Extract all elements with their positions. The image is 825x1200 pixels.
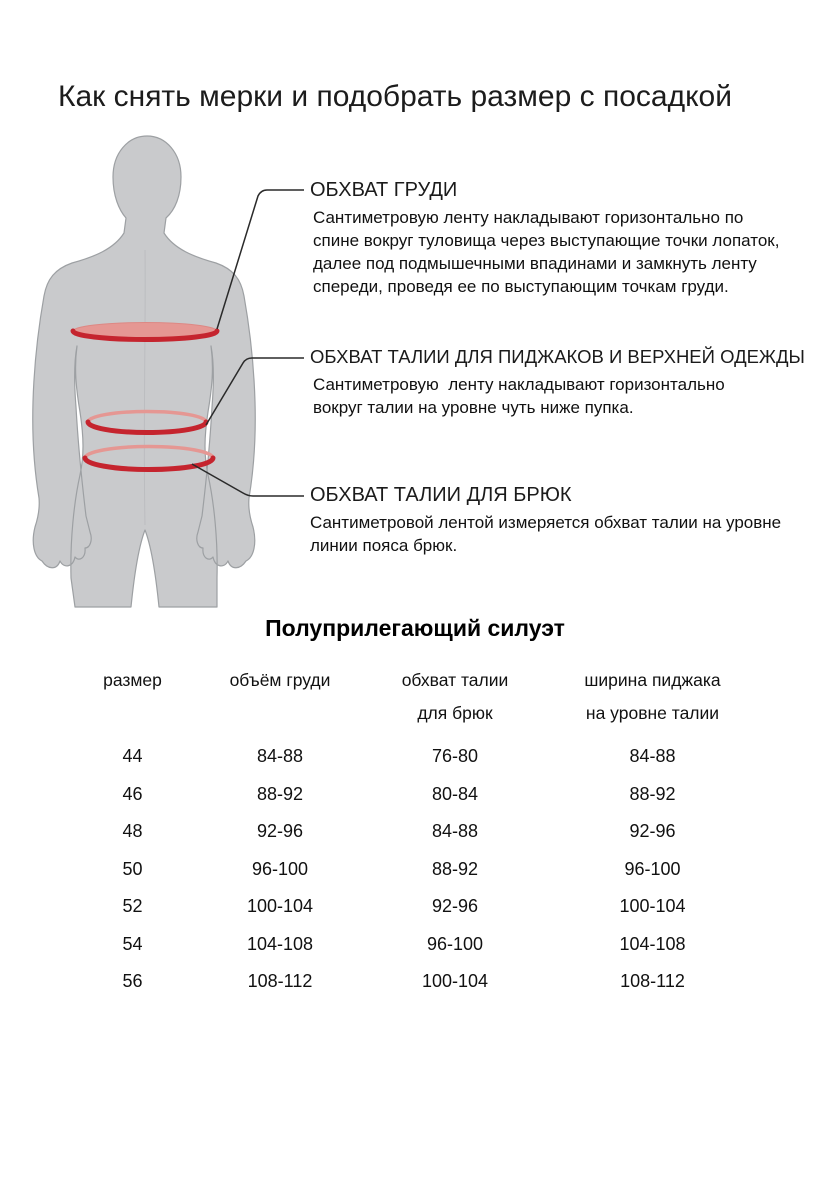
chest-girth-text-line: спине вокруг туловища через выступающие точки лопаток, (313, 231, 780, 250)
chest-girth-text-line: далее под подмышечными впадинами и замкнуть ленту (313, 254, 757, 273)
column-header-size: размер (103, 670, 162, 690)
table-cell: 52 (122, 896, 143, 917)
table-cell: 100-104 (421, 971, 489, 992)
table-row (70, 926, 760, 964)
measurement-section-chest (310, 179, 779, 298)
table-cell: 54 (122, 933, 143, 954)
trouser-waist-text-line: Сантиметровой лентой измеряется обхват талии на уровне (310, 513, 782, 532)
body-silhouette (33, 136, 256, 607)
table-cell: 76-80 (431, 746, 479, 767)
size-table (70, 664, 760, 1001)
table-cell: 84-88 (431, 821, 479, 842)
table-header-spacer (70, 730, 760, 738)
page-title: Как снять мерки и подобрать размер с посадкой (58, 80, 732, 113)
table-cell: 96-100 (624, 858, 681, 879)
table-cell: 92-96 (629, 821, 676, 842)
table-row (70, 776, 760, 814)
column-header-waist-2: для брюк (417, 703, 493, 723)
table-cell: 84-88 (629, 746, 676, 767)
table-cell: 84-88 (256, 746, 304, 767)
table-cell: 100-104 (246, 896, 314, 917)
chest-girth-text-line: Сантиметровую ленту накладывают горизонтально по (313, 208, 744, 227)
table-row (70, 813, 760, 851)
table-header-row (70, 664, 760, 697)
table-cell: 50 (122, 858, 143, 879)
chest-girth-heading: ОБХВАТ ГРУДИ (310, 179, 458, 201)
table-cell: 108-112 (247, 971, 313, 992)
table-row (70, 963, 760, 1001)
table-cell: 48 (122, 821, 143, 842)
table-cell: 46 (122, 783, 143, 804)
column-header-waist: обхват талии (401, 670, 509, 690)
table-cell: 104-108 (246, 933, 314, 954)
table-cell: 56 (122, 971, 143, 992)
jacket-waist-heading: ОБХВАТ ТАЛИИ ДЛЯ ПИДЖАКОВ И ВЕРХНЕЙ ОДЕЖДЫ (310, 346, 805, 367)
table-row (70, 851, 760, 889)
size-table-title: Полуприлегающий силуэт (265, 615, 565, 641)
table-cell: 104-108 (619, 933, 686, 954)
table-cell: 88-92 (629, 783, 676, 804)
table-cell: 96-100 (251, 858, 309, 879)
jacket-waist-text-line: Сантиметровую ленту накладывают горизонтально (313, 375, 725, 394)
chest-girth-text-line: спереди, проведя ее по выступающим точкам груди. (313, 277, 729, 296)
column-header-jacket-width: ширина пиджака (584, 670, 721, 690)
table-row (70, 738, 760, 776)
table-cell: 96-100 (426, 933, 484, 954)
table-row (70, 888, 760, 926)
table-cell: 100-104 (619, 896, 686, 917)
trouser-waist-heading: ОБХВАТ ТАЛИИ ДЛЯ БРЮК (310, 484, 572, 506)
measurement-section-trouser-waist (310, 484, 781, 557)
table-cell: 108-112 (620, 971, 685, 992)
column-header-jacket-width-2: на уровне талии (585, 703, 720, 723)
table-cell: 88-92 (256, 783, 304, 804)
table-cell: 88-92 (431, 858, 479, 879)
table-cell: 80-84 (431, 783, 479, 804)
table-cell: 44 (122, 746, 143, 767)
trouser-waist-text-line: линии пояса брюк. (310, 536, 458, 555)
measurement-section-jacket-waist (310, 346, 805, 419)
table-cell: 92-96 (431, 896, 479, 917)
jacket-waist-text-line: вокруг талии на уровне чуть ниже пупка. (313, 398, 634, 417)
table-header-row-2 (70, 697, 760, 730)
column-header-chest: объём груди (229, 670, 331, 690)
table-cell: 92-96 (256, 821, 304, 842)
